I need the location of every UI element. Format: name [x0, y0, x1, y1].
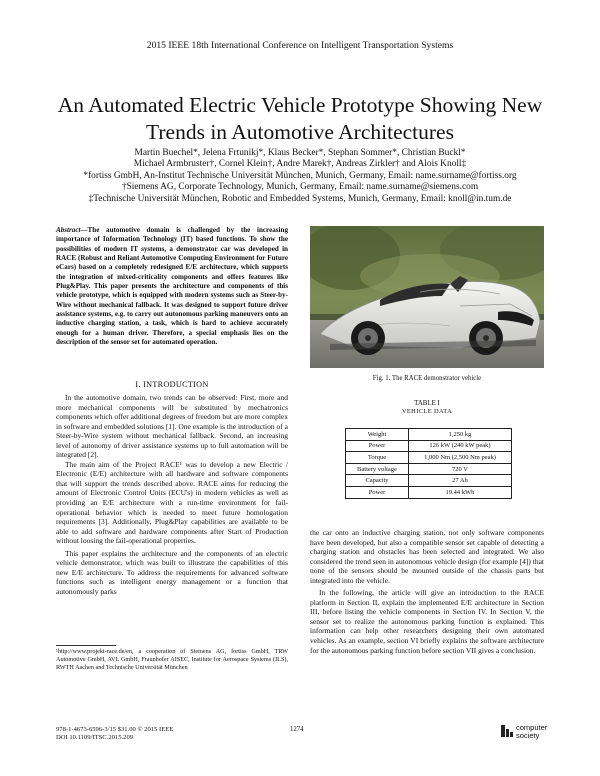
- table-row: [346, 486, 512, 498]
- right-column-body: [310, 528, 544, 655]
- author-line-2: Michael Armbruster†, Cornel Klein†, Andre Marek†, Andreas Zirkler† and Alois Knoll‡: [133, 159, 467, 170]
- figure-caption: Fig. 1. The RACE demonstrator vehicle: [372, 375, 482, 382]
- conference-header: 2015 IEEE 18th International Conference on Intelligent Transportation Systems: [146, 40, 454, 51]
- paragraph: In the following, the article will give an introduction to the RACE platform in Section II, explain the implemented E/E architecture in Section III, before listing the vehicle components in Section IV. In Section V, the sensor set to realize the autonomous parking function is explained. This information can help other researchers designing their own automated vehicles. As an example, section VI briefly explains the software architecture for the autonomous parking function before section VII gives a conclusion.: [310, 588, 544, 655]
- table-cell-value: 1,250 kg: [409, 429, 512, 441]
- paragraph: In the automotive domain, two trends can be observed: First, more and more mechanical components will be substituted by mechatronics components which offer additional degrees of freedom but are more complex in software and embedded solutions [1]. One example is the introduction of a Steer-by-Wire system without mechanical fallback. Second, an increasing level of autonomy of driver assistance systems up to full automation will be integrated [2].: [56, 393, 288, 460]
- footnote-rule: [56, 645, 116, 646]
- paragraph: The main aim of the Project RACE¹ was to develop a new Electric / Electronic (E/E) architecture with all hardware and software components that will support the trends described above. RACE aims for reducing the amount of Electronic Control Units (ECU's) in modern vehicles as well as providing an E/E architecture with a run-time environment for fail-operational behavior which is needed to meet future homologation requirements [3]. Additionally, Plug&Play capabilities are available to be able to add software and hardware components after Start of Production without loosing the fail-operational properties.: [56, 459, 288, 546]
- left-column-body: [56, 393, 288, 596]
- table-caption: [310, 400, 544, 417]
- author-block: [40, 148, 560, 205]
- society-wordmark: [516, 724, 547, 740]
- abstract: [56, 226, 288, 347]
- doi-line: DOI 10.1109/ITSC.2015.209: [56, 734, 134, 742]
- ieee-mark-icon: [500, 724, 514, 738]
- table-cell-key: Torque: [346, 452, 409, 464]
- table-cell-value: 1,000 Nm (2,500 Nm peak): [409, 452, 512, 464]
- page-number: 1274: [290, 726, 304, 733]
- table-cell-key: Weight: [346, 429, 409, 441]
- paper-title: An Automated Electric Vehicle Prototype Showing New Trends in Automotive Architectures: [57, 93, 543, 144]
- table-cell-value: 720 V: [409, 463, 512, 475]
- footnote: ¹http://www.projekt-race.de/en, a cooperation of Siemens AG, fortiss GmbH, TRW Automotive GmbH, AVL GmbH, Fraunhofer AISEC, Institute for Aerospace Systems (ILS), RWTH Aachen and Technische Universität München: [56, 648, 288, 671]
- table-cell-value: 126 kW (240 kW peak): [409, 440, 512, 452]
- abstract-label: Abstract: [56, 226, 81, 234]
- author-line-1: Martin Buechel*, Jelena Frtunikj*, Klaus Becker*, Stephan Sommer*, Christian Buckl*: [134, 148, 466, 158]
- table-cell-key: Battery voltage: [346, 463, 409, 475]
- car-illustration: [310, 226, 544, 368]
- affiliation-fortiss: *fortiss GmbH, An-Institut Technische Universität München, Munich, Germany, Email: name.surname@fortiss.org: [83, 170, 517, 181]
- society-line-1: computer: [516, 723, 548, 732]
- table-cell-key: Capacity: [346, 475, 409, 487]
- affiliation-tum: ‡Technische Universität München, Robotic and Embedded Systems, Munich, Germany, Email: knoll@in.tum.de: [88, 193, 512, 204]
- computer-society-logo: [500, 722, 548, 744]
- affiliation-siemens: †Siemens AG, Corporate Technology, Munich, Germany, Email: name.surname@siemens.com: [121, 182, 479, 193]
- table-row: [346, 475, 512, 487]
- isbn-line: 978-1-4673-6596-3/15 $31.00 © 2015 IEEE: [56, 726, 174, 733]
- table-row: [346, 429, 512, 441]
- paragraph: the car onto an inductive charging station, not only software components have been developed, but also a compatible sensor set capable of detecting a charging station and obstacles has been selected and integrated. We also considered the trend seen in autonomous vehicle design (for example [4]) that none of the sensors should be mounted outside of the chassis parts but integrated into the vehicle.: [310, 528, 544, 585]
- table-row: [346, 463, 512, 475]
- vehicle-data-table: [345, 428, 512, 499]
- section-heading-introduction: I. INTRODUCTION: [135, 380, 209, 389]
- table-row: [346, 452, 512, 464]
- copyright-footer: [56, 726, 173, 742]
- table-title: VEHICLE DATA: [401, 408, 453, 416]
- abstract-text: —The automotive domain is challenged by the increasing importance of Information Technology (IT) based functions. To show the possibilities of modern IT systems, a demonstrator car was developed in RACE (Robust and Reliant Automotive Computing Environment for Future eCars) based on a completely redesigned E/E architecture, which supports the integration of mixed-criticality components and offers features like Plug&Play. This paper presents the architecture and components of this vehicle prototype, which is equipped with modern systems such as Steer-by-Wire without mechanical fallback. It was designed to support future driver assistance systems, e.g. to carry out autonomous parking maneuvers onto an inductive charging station, a task, which is hard to achieve accurately enough for a human driver. Therefore, a special emphasis lies on the description of the sensor set for automated operation.: [56, 226, 288, 347]
- race-vehicle-photo: [310, 226, 544, 368]
- paragraph: This paper explains the architecture and the components of an electric vehicle demonstrator, which was built to illustrate the capabilities of this new E/E architecture. To address the requirements for advanced software functions such as intelligent energy management or a function that autonomously parks: [56, 548, 288, 596]
- table-cell-key: Power: [346, 440, 409, 452]
- society-line-2: society: [516, 731, 540, 740]
- table-cell-value: 27 Ah: [409, 475, 512, 487]
- table-label: TABLE I: [414, 400, 440, 407]
- table-cell-key: Power: [346, 486, 409, 498]
- table-row: [346, 440, 512, 452]
- table-cell-value: 19.44 kWh: [409, 486, 512, 498]
